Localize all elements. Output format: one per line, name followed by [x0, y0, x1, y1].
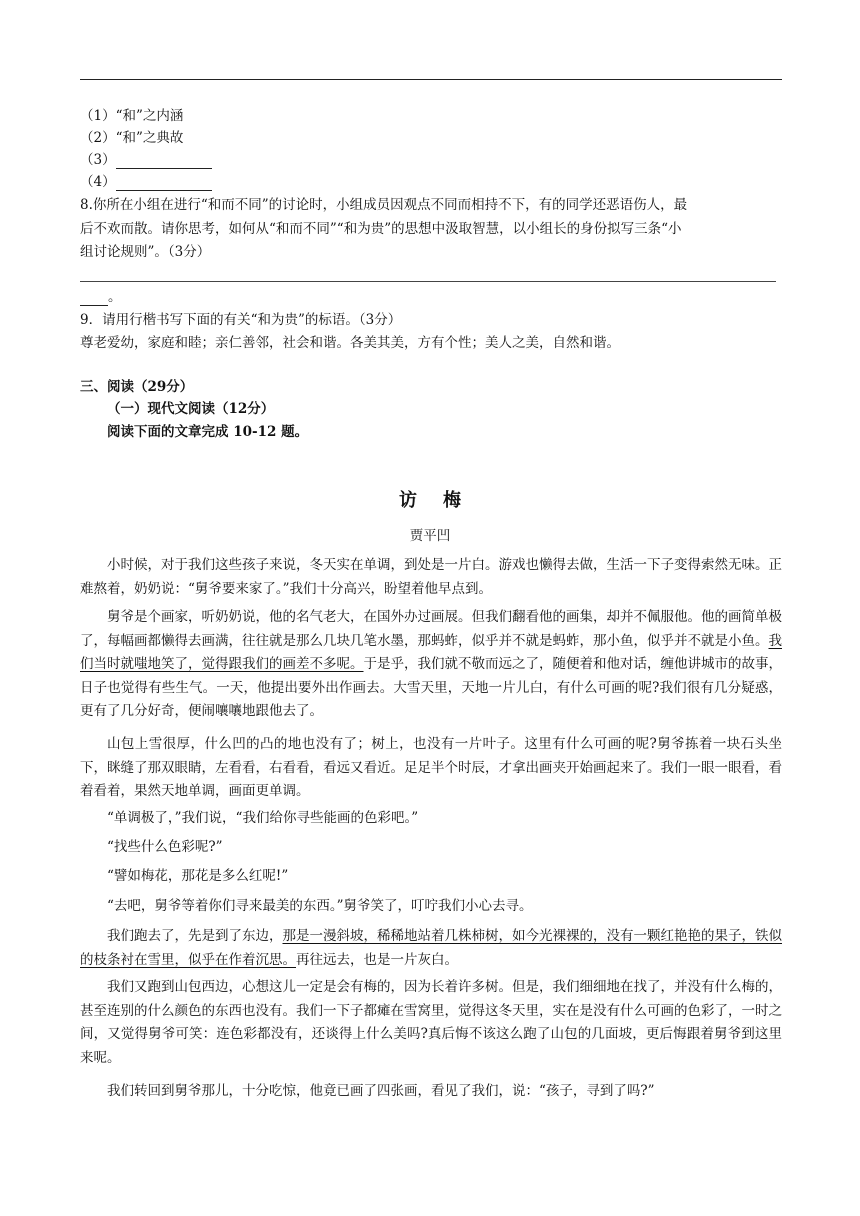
- answer-line[interactable]: [80, 281, 776, 282]
- paragraph: “单调极了，”我们说，“我们给你寻些能画的色彩吧。”: [107, 810, 419, 826]
- paragraph-text: 舅爷是个画家，听奶奶说，他的名气老大，在国外办过画展。但我们翻看他的画集，却并不佩服他。他的画简单极了，每幅画都懒得去画满，往往就是那么几块几笔水墨，那蚂蚱，似乎并不就是蚂蚱，那小鱼，似乎并不就是小鱼。: [80, 609, 782, 649]
- paragraph: 小时候，对于我们这些孩子来说，冬天实在单调，到处是一片白。游戏也懒得去做，生活一下子变得索然无味。正难熬着，奶奶说：“舅爷要来家了。”我们十分高兴，盼望着他早点到。: [80, 557, 782, 597]
- paragraph-text: 我们跑去了，先是到了东边，: [107, 928, 283, 944]
- list-item: （2）“和”之典故: [80, 130, 184, 146]
- slogan-text: 尊老爱幼，家庭和睦；亲仁善邻，社会和谐。各美其美，方有个性；美人之美，自然和谐。: [80, 335, 620, 351]
- paragraph-text: 再往远去，也是一片灰白。: [296, 951, 458, 968]
- answer-line-end: [80, 288, 780, 306]
- section-heading: 三、阅读（29分）: [80, 379, 194, 395]
- reading-instruction: 阅读下面的文章完成 10-12 题。: [107, 424, 309, 440]
- underlined-sentence: 那是一漫斜坡，稀稀地站着几株柿树，如今光裸裸的，没有一颗红艳艳的果子，铁似的枝条衬在雪里，似乎在作着沉思。: [80, 928, 782, 968]
- paragraph: “譬如梅花，那花是多么红呢!”: [107, 868, 289, 884]
- subsection-heading: （一）现代文阅读（12分）: [107, 401, 275, 417]
- paragraph: [80, 925, 782, 972]
- answer-blank[interactable]: [116, 176, 212, 191]
- list-item-label: （4）: [80, 174, 116, 190]
- paragraph: 我们又跑到山包西边，心想这儿一定是会有梅的，因为长着许多树。但是，我们细细地在找了，并没有什么梅的，甚至连别的什么颜色的东西也没有。我们一下子都瘫在雪窝里，觉得这冬天里，实在是没有什么可画的色彩了，一时之间，又觉得舅爷可笑：连色彩都没有，还谈得上什么美吗?真后悔不该这么跑了山包的几面坡，更后悔跟着舅爷到这里来呢。: [80, 979, 782, 1066]
- paragraph-text: 于是乎，我们就不敬而远之了，随便着和他对话，缠他讲城市的故事，日子也觉得有些生气。一天，他提出要外出作画去。大雪天里，天地一片儿白，有什么可画的呢?我们很有几分疑惑，更有了几分好奇，便闹嚷嚷地跟他去了。: [80, 656, 782, 719]
- end-mark: 。: [108, 289, 122, 305]
- header-rule: [80, 79, 782, 80]
- underlined-sentence: 我们当时就嗤地笑了，觉得跟我们的画差不多呢。: [80, 632, 782, 672]
- list-item-label: （3）: [80, 152, 116, 168]
- article-title: 访梅: [399, 490, 487, 511]
- paragraph: [80, 606, 782, 724]
- article-author: 贾平凹: [409, 528, 451, 544]
- answer-blank[interactable]: [80, 291, 108, 306]
- list-item: [80, 173, 780, 191]
- answer-blank[interactable]: [116, 154, 212, 169]
- paragraph: 山包上雪很厚，什么凹的凸的地也没有了；树上，也没有一片叶子。这里有什么可画的呢?舅爷拣着一块石头坐下，眯缝了那双眼睛，左看看，右看看，看远又看近。足足半个时辰，才拿出画夹开始画起来了。我们一眼一眼看，看着看着，果然天地单调，画面更单调。: [80, 736, 782, 799]
- question-8-line: 8.你所在小组在进行“和而不同”的讨论时，小组成员因观点不同而相持不下，有的同学还恶语伤人，最: [80, 197, 688, 213]
- list-item: （1）“和”之内涵: [80, 108, 184, 124]
- paragraph: “去吧，舅爷等着你们寻来最美的东西。”舅爷笑了，叮咛我们小心去寻。: [107, 898, 533, 914]
- question-8-line: 组讨论规则”。（3分）: [80, 244, 211, 260]
- question-9: 9．请用行楷书写下面的有关“和为贵”的标语。（3分）: [80, 312, 402, 328]
- list-item: [80, 151, 780, 169]
- question-8-line: 后不欢而散。请你思考，如何从“和而不同”“和为贵”的思想中汲取智慧，以小组长的身份拟写三条“小: [80, 221, 682, 237]
- paragraph: 我们转回到舅爷那儿，十分吃惊，他竟已画了四张画，看见了我们，说：“孩子，寻到了吗?”: [107, 1083, 655, 1099]
- paragraph: “找些什么色彩呢?”: [107, 839, 223, 855]
